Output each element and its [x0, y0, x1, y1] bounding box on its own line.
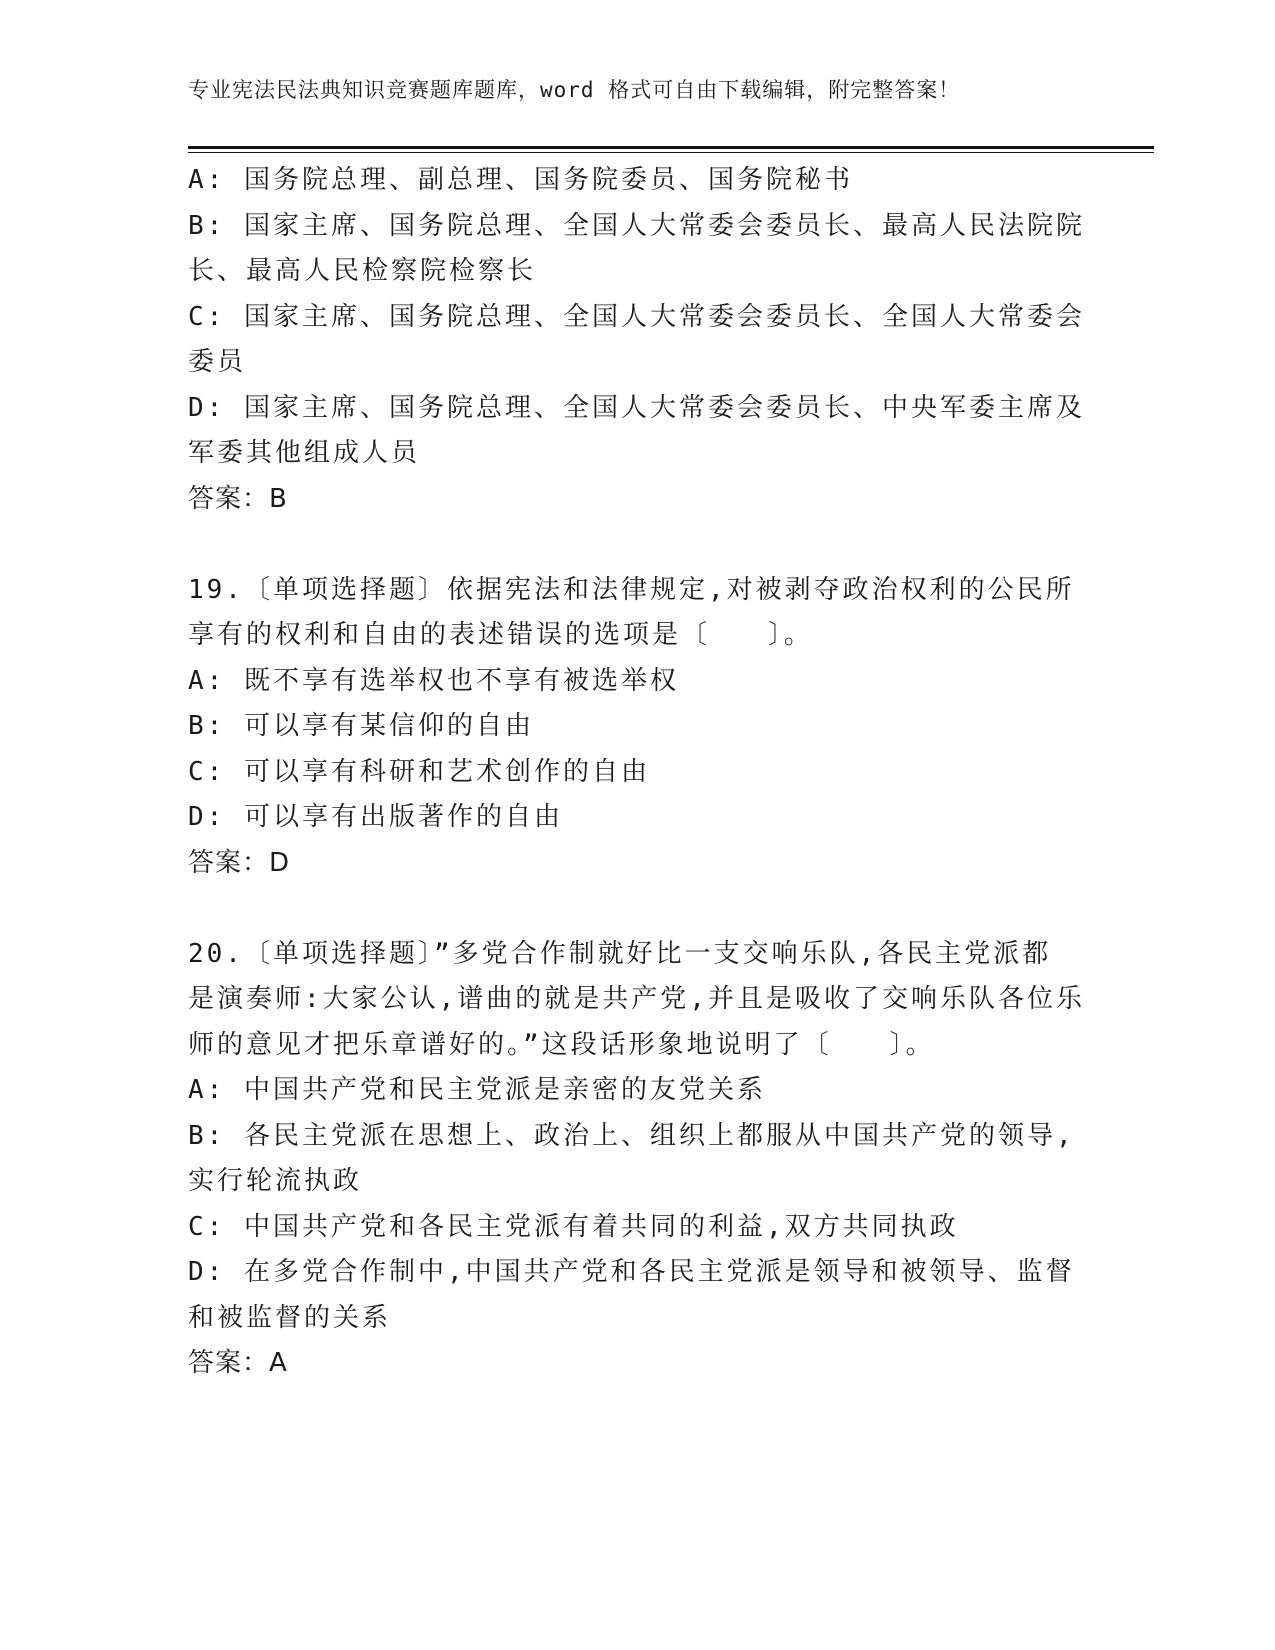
- answer-line: 答案：B: [188, 483, 288, 514]
- option-d: D: 国家主席、国务院总理、全国人大常委会委员长、中央军委主席及: [188, 392, 1085, 423]
- option-c-continued: 委员: [188, 347, 247, 377]
- option-b: B: 各民主党派在思想上、政治上、组织上都服从中国共产党的领导,: [188, 1120, 1075, 1151]
- question-stem-continued: 是演奏师:大家公认,谱曲的就是共产党,并且是吸收了交响乐队各位乐: [188, 984, 1085, 1014]
- question-20: [188, 932, 1088, 1387]
- spacer: [188, 522, 1088, 568]
- option-d-continued: 军委其他组成人员: [188, 438, 421, 468]
- header-rule-thin: [188, 152, 1154, 153]
- answer-line: 答案：A: [188, 1348, 288, 1378]
- option-a: A: 既不享有选举权也不享有被选举权: [188, 665, 679, 696]
- spacer: [188, 886, 1088, 932]
- option-d: D: 可以享有出版著作的自由: [188, 802, 563, 832]
- option-b-continued: 长、最高人民检察院检察长: [188, 256, 537, 286]
- page-header: 专业宪法民法典知识竞赛题库题库，word 格式可自由下载编辑，附完整答案！: [188, 78, 961, 102]
- option-d: D: 在多党合作制中,中国共产党和各民主党派是领导和被领导、监督: [188, 1257, 1075, 1287]
- option-b: B: 国家主席、国务院总理、全国人大常委会委员长、最高人民法院院: [188, 210, 1085, 241]
- option-c: C: 可以享有科研和艺术创作的自由: [188, 756, 650, 787]
- option-b: B: 可以享有某信仰的自由: [188, 711, 534, 741]
- question-stem-continued: 师的意见才把乐章谱好的。”这段话形象地说明了〔 〕。: [188, 1029, 935, 1060]
- question-stem-continued: 享有的权利和自由的表述错误的选项是〔 〕。: [188, 620, 814, 650]
- header-rule-thick: [188, 146, 1154, 149]
- question-stem: 19.〔单项选择题〕依据宪法和法律规定,对被剥夺政治权利的公民所: [188, 574, 1075, 605]
- option-b-continued: 实行轮流执政: [188, 1166, 363, 1196]
- option-d-continued: 和被监督的关系: [188, 1302, 392, 1333]
- option-a: A: 中国共产党和民主党派是亲密的友党关系: [188, 1075, 766, 1105]
- option-a: A: 国务院总理、副总理、国务院委员、国务院秘书: [188, 165, 853, 195]
- question-content: [188, 158, 1088, 1387]
- question-stem: 20.〔单项选择题〕”多党合作制就好比一支交响乐队,各民主党派都: [188, 938, 1052, 969]
- question-19: [188, 568, 1088, 887]
- option-c: C: 中国共产党和各民主党派有着共同的利益,双方共同执政: [188, 1211, 959, 1242]
- question-18-options: [188, 158, 1088, 522]
- option-c: C: 国家主席、国务院总理、全国人大常委会委员长、全国人大常委会: [188, 301, 1085, 332]
- answer-line: 答案：D: [188, 847, 291, 878]
